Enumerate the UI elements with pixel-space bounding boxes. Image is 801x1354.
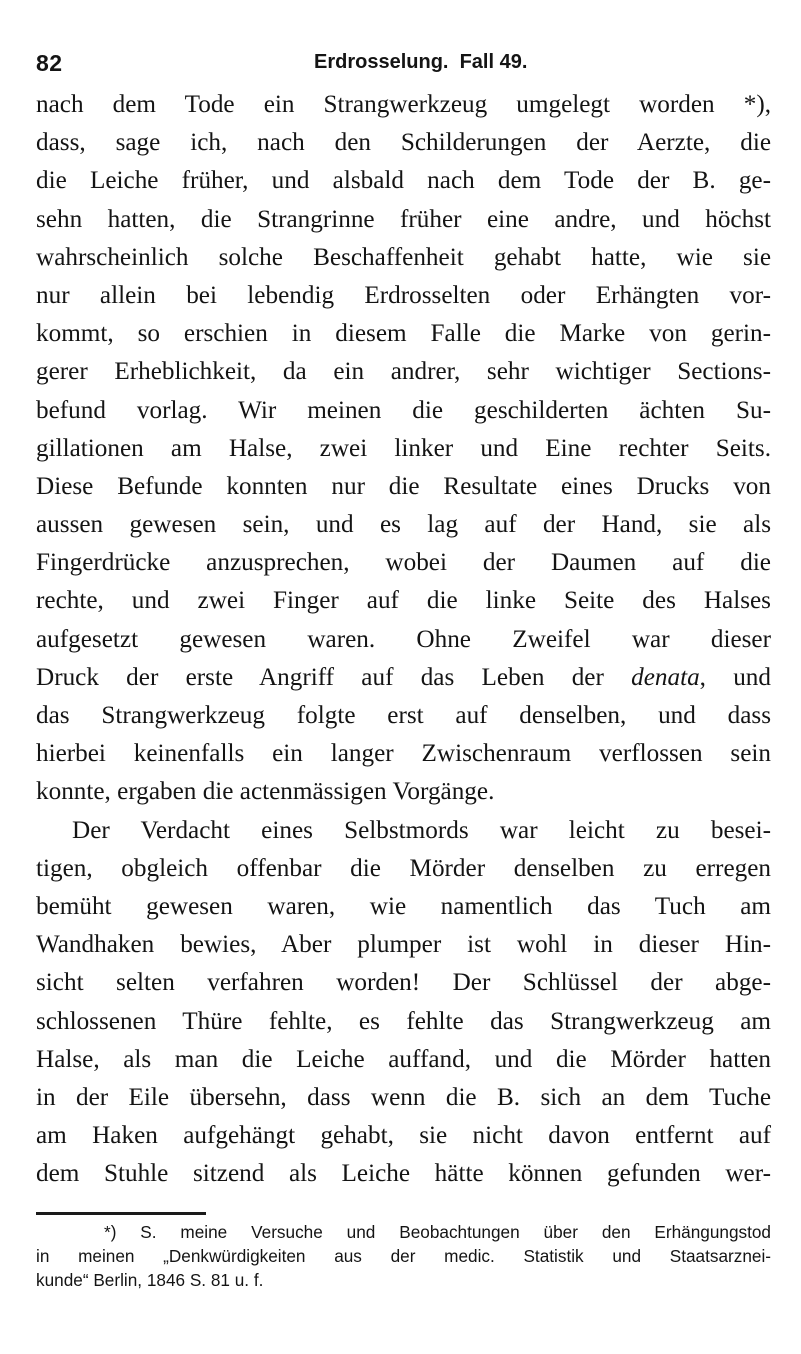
text-line: dass, sage ich, nach den Schilderungen der Aerzte, die — [36, 129, 771, 157]
running-head: Erdrosselung. Fall 49. — [314, 51, 528, 73]
text-line: aussen gewesen sein, und es lag auf der Hand, sie als — [36, 511, 771, 539]
footnote-line: *) S. meine Versuche und Beobachtungen über den Erhängungstod — [104, 1222, 771, 1242]
text-line: sehn hatten, die Strangrinne früher eine andre, und höchst — [36, 205, 771, 233]
text-line: kommt, so erschien in diesem Falle die Marke von gerin- — [36, 320, 771, 348]
text-line: die Leiche früher, und alsbald nach dem Tode der B. ge- — [36, 167, 771, 195]
text-line: dem Stuhle sitzend als Leiche hätte können gefunden wer- — [36, 1160, 771, 1188]
paragraph-start-line: Der Verdacht eines Selbstmords war leicht zu besei- — [72, 816, 771, 844]
emphasis-term: denata — [631, 663, 700, 691]
footnote-line: kunde“ Berlin, 1846 S. 81 u. f. — [36, 1270, 264, 1290]
text-line: Fingerdrücke anzusprechen, wobei der Daumen auf die — [36, 549, 771, 577]
footnote-line: in meinen „Denkwürdigkeiten aus der medic. Statistik und Staatsarznei- — [36, 1246, 771, 1266]
text-line: gillationen am Halse, zwei linker und Eine rechter Seits. — [36, 434, 771, 462]
text-line: bemüht gewesen waren, wie namentlich das Tuch am — [36, 892, 771, 920]
text-line: sicht selten verfahren worden! Der Schlüssel der abge- — [36, 969, 771, 997]
text-line: Diese Befunde konnten nur die Resultate eines Drucks von — [36, 472, 771, 500]
footnote-divider — [36, 1212, 206, 1215]
page-header — [36, 50, 771, 84]
text-line: gerer Erheblichkeit, da ein andrer, sehr wichtiger Sections- — [36, 358, 771, 386]
text-line: am Haken aufgehängt gehabt, sie nicht davon entfernt auf — [36, 1122, 771, 1150]
text-line: aufgesetzt gewesen waren. Ohne Zweifel war dieser — [36, 625, 771, 653]
text-line: nach dem Tode ein Strangwerkzeug umgelegt worden *), — [36, 91, 771, 118]
text-line: befund vorlag. Wir meinen die geschilderten ächten Su- — [36, 396, 771, 424]
text-line: schlossenen Thüre fehlte, es fehlte das Strangwerkzeug am — [36, 1007, 771, 1035]
text-line: Wandhaken bewies, Aber plumper ist wohl in dieser Hin- — [36, 931, 771, 959]
text-line: hierbei keinenfalls ein langer Zwischenraum verflossen sein — [36, 740, 771, 768]
text-line: Halse, als man die Leiche auffand, und die Mörder hatten — [36, 1045, 771, 1073]
text-line: in der Eile übersehn, dass wenn die B. sich an dem Tuche — [36, 1083, 771, 1111]
text-line: das Strangwerkzeug folgte erst auf denselben, und dass — [36, 702, 771, 729]
text-line: tigen, obgleich offenbar die Mörder denselben zu erregen — [36, 854, 771, 882]
text-line: wahrscheinlich solche Beschaffenheit gehabt hatte, wie sie — [36, 243, 771, 271]
paragraph-end-line: konnte, ergaben die actenmässigen Vorgänge. — [36, 778, 495, 806]
footnote — [36, 1220, 771, 1292]
page-number: 82 — [36, 50, 63, 76]
text-line: nur allein bei lebendig Erdrosselten oder Erhängten vor- — [36, 281, 771, 309]
text-line: rechte, und zwei Finger auf die linke Seite des Halses — [36, 587, 771, 615]
body-text — [36, 86, 771, 1193]
text-line: Druck der erste Angriff auf das Leben der denata, und — [36, 663, 771, 691]
